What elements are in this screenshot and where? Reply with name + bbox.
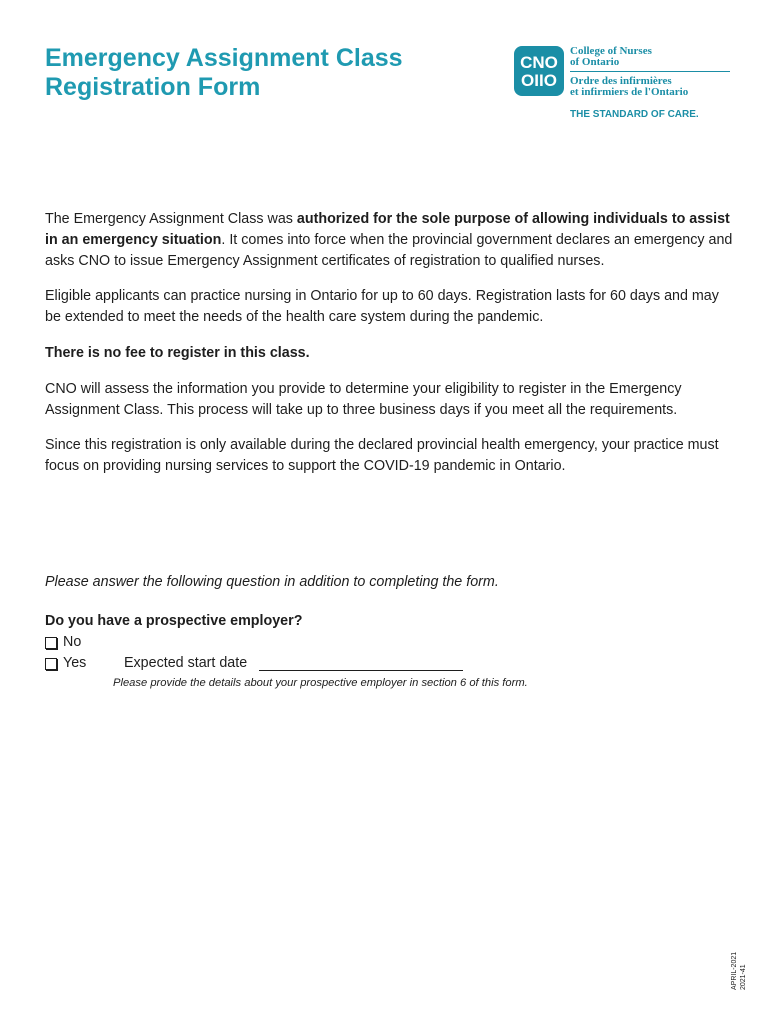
paragraph-practice-focus: Since this registration is only available during the declared provincial health emergency, your practice must focus on providing nursing services to support the COVID-19 pandemic in Ontario. <box>45 437 719 475</box>
cno-logo-mark <box>514 46 564 96</box>
option-no-row <box>45 632 735 653</box>
checkbox-yes[interactable] <box>45 658 57 670</box>
form-date: APRIL-2021 <box>731 951 738 990</box>
logo-mark-top: CNO <box>520 53 558 72</box>
logo-org-fr-2: et infirmiers de l'Ontario <box>570 86 689 98</box>
option-no-label: No <box>63 634 82 650</box>
employer-note: Please provide the details about your prospective employer in section 6 of this form. <box>113 677 528 689</box>
title-line-1: Emergency Assignment Class <box>45 44 403 72</box>
option-yes-label: Yes <box>63 655 87 671</box>
cno-logo <box>514 46 744 126</box>
form-number: 2021-41 <box>740 964 747 990</box>
form-code <box>730 952 748 990</box>
logo-org-en-1: College of Nurses <box>570 45 652 57</box>
paragraph-authorization <box>45 209 735 271</box>
logo-org-en-2: of Ontario <box>570 56 620 68</box>
logo-org-name <box>570 46 750 98</box>
question-instruction: Please answer the following question in addition to completing the form. <box>45 574 499 590</box>
title-line-2: Registration Form <box>45 73 261 101</box>
intro-body <box>45 209 735 492</box>
question-text: Do you have a prospective employer? <box>45 613 303 629</box>
paragraph-eligibility: Eligible applicants can practice nursing in Ontario for up to 60 days. Registration lasts for 60 days and may be extended to meet the needs of the health care system during the pandemic. <box>45 288 719 326</box>
logo-tagline: THE STANDARD OF CARE. <box>570 109 699 120</box>
logo-mark-bottom: OIIO <box>521 71 557 90</box>
p1-text-a: The Emergency Assignment Class was <box>45 211 297 227</box>
p1-text-b: . It comes into force when the provincial government declares an emergency and asks CNO to issue Emergency Assignment certificates of registration to qualified nurses. <box>45 231 733 269</box>
start-date-label: Expected start date <box>124 655 248 671</box>
paragraph-assessment: CNO will assess the information you provide to determine your eligibility to register in the Emergency Assignment Class. This process will take up to three business days if you meet all the requirements. <box>45 380 682 418</box>
checkbox-no[interactable] <box>45 637 57 649</box>
p1-bold-text: authorized for the sole purpose of allowing individuals to assist in an emergency situation <box>45 211 730 248</box>
logo-org-fr-1: Ordre des infirmières <box>570 75 672 87</box>
paragraph-no-fee <box>45 343 735 364</box>
employer-question-section <box>45 572 735 692</box>
option-yes-row <box>45 653 735 674</box>
page-title <box>45 44 403 102</box>
start-date-field[interactable] <box>259 656 463 671</box>
no-fee-text: There is no fee to register in this class. <box>45 344 310 361</box>
logo-divider <box>570 71 730 72</box>
